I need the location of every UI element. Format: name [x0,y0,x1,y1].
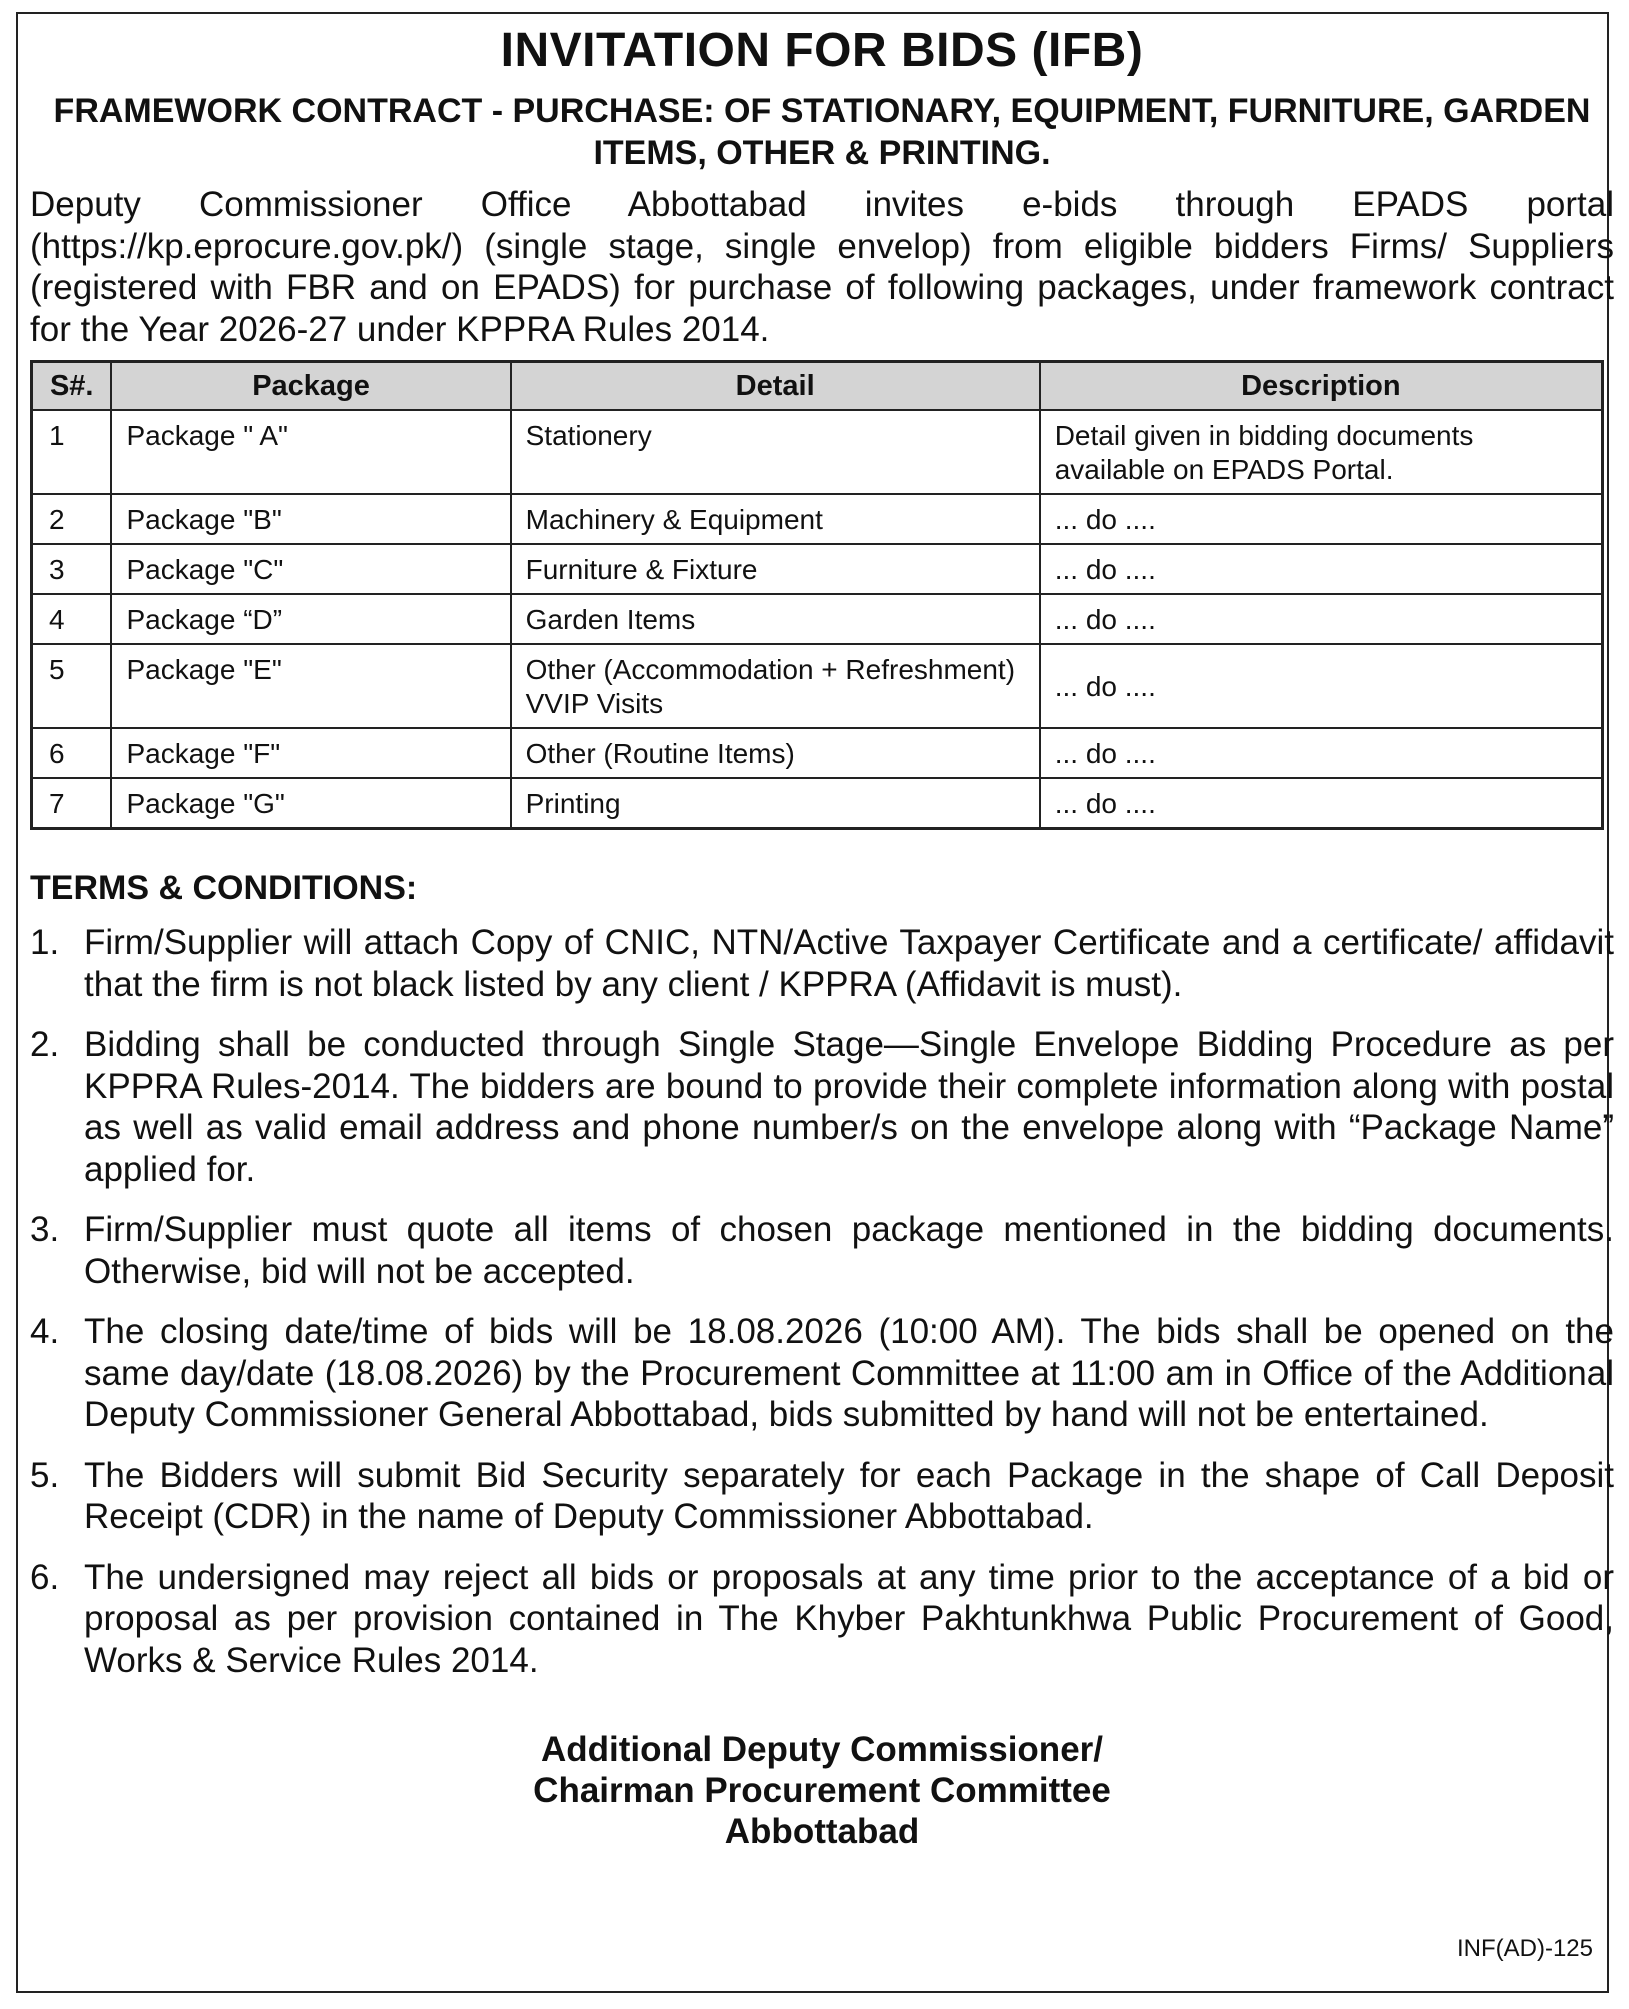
header-description: Description [1040,362,1603,411]
cell-package: Package "F" [111,728,510,778]
reference-number: INF(AD)-125 [1456,1935,1593,1962]
table-row [32,410,1603,494]
list-item [30,1557,1614,1682]
term-text: Firm/Supplier will attach Copy of CNIC, NTN/Active Taxpayer Certificate and a certificate/ affidavit that the firm is not black listed by any client / KPPRA (Affidavit is must). [84,923,1614,1004]
term-number: 1. [30,923,60,962]
cell-sn: 1 [32,410,112,494]
cell-description: Detail given in bidding documents available on EPADS Portal. [1040,410,1603,494]
cell-sn: 2 [32,494,112,544]
cell-detail: Other (Routine Items) [511,728,1040,778]
cell-package: Package " A" [111,410,510,494]
signature-block [30,1729,1614,1852]
cell-package: Package "C" [111,544,510,594]
cell-description: ... do .... [1040,644,1603,728]
terms-heading: TERMS & CONDITIONS: [30,869,418,907]
cell-detail: Stationery [511,410,1040,494]
term-text: The undersigned may reject all bids or proposals at any time prior to the acceptance of a bid or proposal as per provision contained in The Khyber Pakhtunkhwa Public Procurement of Good, Works & Service Rules 2014. [84,1557,1614,1680]
cell-sn: 4 [32,594,112,644]
cell-sn: 5 [32,644,112,728]
term-text: Firm/Supplier must quote all items of chosen package mentioned in the bidding documents. Otherwise, bid will not be accepted. [84,1210,1614,1291]
table-header-row [32,362,1603,411]
cell-detail: Garden Items [511,594,1040,644]
signature-line-place: Abbottabad [724,1812,920,1851]
intro-paragraph: Deputy Commissioner Office Abbottabad invites e-bids through EPADS portal (https://kp.eprocure.gov.pk/) (single stage, single envelop) from eligible bidders Firms/ Suppliers (registered with FBR and on EPADS) for purchase of following packages, under framework contract for the Year 2026-27 under KPPRA Rules 2014. [30,185,1614,349]
list-item [30,1024,1614,1190]
table-row [32,778,1603,829]
cell-description: ... do .... [1040,544,1603,594]
signature-line-role: Chairman Procurement Committee [533,1771,1111,1810]
cell-package: Package "G" [111,778,510,829]
cell-sn: 6 [32,728,112,778]
list-item [30,1311,1614,1436]
cell-description: ... do .... [1040,728,1603,778]
table-row [32,644,1603,728]
term-text: The closing date/time of bids will be 18.08.2026 (10:00 AM). The bids shall be opened on the same day/date (18.08.2026) by the Procurement Committee at 11:00 am in Office of the Additional Deputy Commissioner General Abbottabad, bids submitted by hand will not be entertained. [84,1312,1614,1434]
list-item [30,1455,1614,1538]
cell-sn: 3 [32,544,112,594]
list-item [30,922,1614,1005]
cell-description: ... do .... [1040,594,1603,644]
notice-page [30,20,1614,1852]
header-sn: S#. [32,362,112,411]
header-detail: Detail [511,362,1040,411]
cell-detail: Machinery & Equipment [511,494,1040,544]
header-package: Package [111,362,510,411]
terms-list [30,922,1614,1681]
term-number: 3. [30,1210,60,1249]
term-text: Bidding shall be conducted through Single Stage—Single Envelope Bidding Procedure as per KPPRA Rules-2014. The bidders are bound to provide their complete information along with postal as well as valid email address and phone number/s on the envelope along with “Package Name” applied for. [84,1025,1614,1189]
page-subtitle: FRAMEWORK CONTRACT - PURCHASE: OF STATIONARY, EQUIPMENT, FURNITURE, GARDEN ITEMS, OTHER & PRINTING. [53,92,1591,172]
cell-package: Package “D” [111,594,510,644]
term-text: The Bidders will submit Bid Security separately for each Package in the shape of Call Deposit Receipt (CDR) in the name of Deputy Commissioner Abbottabad. [84,1455,1614,1536]
term-number: 2. [30,1025,60,1064]
table-row [32,494,1603,544]
cell-description: ... do .... [1040,494,1603,544]
cell-package: Package "E" [111,644,510,728]
term-number: 4. [30,1312,60,1351]
cell-description: ... do .... [1040,778,1603,829]
table-row [32,728,1603,778]
cell-package: Package "B" [111,494,510,544]
term-number: 6. [30,1557,60,1597]
list-item [30,1209,1614,1292]
signature-line-title: Additional Deputy Commissioner/ [541,1730,1103,1769]
packages-table [30,360,1604,830]
cell-detail: Furniture & Fixture [511,544,1040,594]
table-row [32,594,1603,644]
page-title: INVITATION FOR BIDS (IFB) [500,24,1144,77]
table-row [32,544,1603,594]
cell-detail: Other (Accommodation + Refreshment) VVIP Visits [511,644,1040,728]
term-number: 5. [30,1455,60,1495]
cell-detail: Printing [511,778,1040,829]
cell-sn: 7 [32,778,112,829]
